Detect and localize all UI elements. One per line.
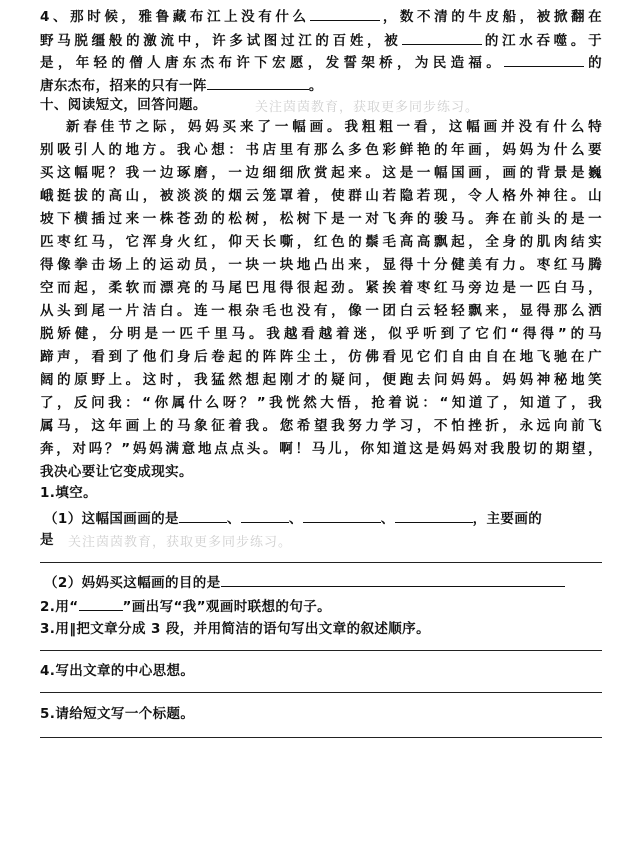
q4-question: 4.写出文章的中心思想。 — [40, 663, 195, 679]
passage-line: 属马，这年画上的马象征着我。您希望我努力学习，不怕挫折，永远向前飞 — [40, 418, 602, 434]
q1-1-line — [44, 508, 602, 528]
q1-heading: 1.填空。 — [40, 485, 98, 501]
q4-text: 4、那时候，雅鲁藏布江上没有什么 — [40, 9, 310, 25]
passage-line: 别吸引人的地方。我心想：书店里有那么多色彩鲜艳的年画，妈妈为什么要 — [40, 142, 602, 158]
passage-line: 空而起，柔软而漂亮的马尾巴甩得很起劲。紧挨着枣红马旁边是一匹白马， — [40, 280, 602, 296]
q1-2-text: （2）妈妈买这幅画的目的是 — [44, 575, 221, 591]
answer-line[interactable] — [40, 650, 602, 651]
answer-line[interactable] — [40, 692, 602, 693]
q1-1-text: （1）这幅国画画的是 — [44, 511, 179, 527]
q2-text: ”画出写“我”观画时联想的句子。 — [122, 599, 332, 615]
q4-text: 的江水吞噬。于 — [481, 33, 602, 49]
fill-blank[interactable] — [303, 508, 381, 523]
fill-blank[interactable] — [179, 508, 227, 523]
q4-text: 唐东杰布，招来的只有一阵 — [40, 78, 207, 94]
passage-line: 了，反问我：“你属什么呀？”我恍然大悟，抢着说：“知道了，知道了，我 — [40, 395, 602, 411]
passage-line: 买这幅呢？我一边琢磨，一边细细欣赏起来。这是一幅国画，画的背景是巍 — [40, 165, 602, 181]
fill-blank[interactable] — [310, 6, 380, 21]
passage-line: 匹枣红马，它浑身火红，仰天长嘶，红色的鬃毛高高飘起，全身的肌肉结实 — [40, 234, 602, 250]
q4-text: 野马脱缰般的激流中，许多试图过江的百姓，被 — [40, 33, 402, 49]
q4-line-2 — [40, 30, 602, 50]
passage-line: 坡下横插过来一株苍劲的松树，松树下是一对飞奔的骏马。奔在前头的是一 — [40, 211, 602, 227]
passage-line: 得像拳击场上的运动员，一块一块地凸出来，显得十分健美有力。枣红马腾 — [40, 257, 602, 273]
fill-blank[interactable] — [395, 508, 473, 523]
underline-sample — [79, 596, 123, 611]
fill-blank[interactable] — [504, 52, 584, 67]
q1-1-cont: 是 — [40, 532, 54, 548]
watermark: 关注茵茵教育，获取更多同步练习。 — [255, 100, 480, 115]
q4-text: ，数不清的牛皮船，被掀翻在 — [379, 9, 602, 25]
section-title: 十、阅读短文，回答问题。 — [40, 97, 207, 113]
passage-line: 奔，对吗？”妈妈满意地点点头。啊！马儿，你知道这是妈妈对我殷切的期望， — [40, 441, 602, 457]
answer-line[interactable] — [40, 562, 602, 563]
q4-line-4 — [40, 75, 602, 95]
q1-1-text: ，主要画的 — [472, 511, 543, 527]
q3-line: 3.用‖把文章分成 3 段，并用简洁的语句写出文章的叙述顺序。 — [40, 621, 430, 637]
passage-line: 阔的原野上。这时，我猛然想起刚才的疑问，便跑去问妈妈。妈妈神秘地笑 — [40, 372, 602, 388]
passage-line: 从头到尾一片洁白。连一根杂毛也没有，像一团白云轻轻飘来，显得那么洒 — [40, 303, 602, 319]
passage-line: 峨挺拔的高山，被淡淡的烟云笼罩着，使群山若隐若现，令人格外神往。山 — [40, 188, 602, 204]
fill-blank[interactable] — [402, 30, 482, 45]
passage-line: 蹄声，看到了他们身后卷起的阵阵尘土，仿佛看见它们自由自在地飞驰在广 — [40, 349, 602, 365]
q4-line-1 — [40, 6, 602, 26]
q1-2-line — [44, 572, 602, 592]
q4-line-3 — [40, 52, 602, 72]
separator: 、 — [380, 511, 395, 527]
passage-line: 新春佳节之际，妈妈买来了一幅画。我粗粗一看，这幅画并没有什么特 — [66, 119, 602, 135]
q2-text: 2.用“ — [40, 599, 79, 615]
q4-text: 。 — [308, 78, 323, 94]
q5-question: 5.请给短文写一个标题。 — [40, 706, 195, 722]
fill-blank[interactable] — [221, 572, 565, 587]
fill-blank[interactable] — [207, 75, 309, 90]
fill-blank[interactable] — [241, 508, 289, 523]
passage-line: 脱矫健，分明是一匹千里马。我越看越着迷，似乎听到了它们“得得”的马 — [40, 326, 602, 342]
separator: 、 — [226, 511, 241, 527]
passage-line: 我决心要让它变成现实。 — [40, 464, 193, 480]
separator: 、 — [288, 511, 303, 527]
q4-text: 是，年轻的僧人唐东杰布许下宏愿，发誓架桥，为民造福。 — [40, 55, 505, 71]
q2-line — [40, 596, 602, 616]
q4-text: 的 — [584, 55, 602, 71]
watermark: 关注茵茵教育，获取更多同步练习。 — [68, 535, 293, 550]
answer-line[interactable] — [40, 737, 602, 738]
